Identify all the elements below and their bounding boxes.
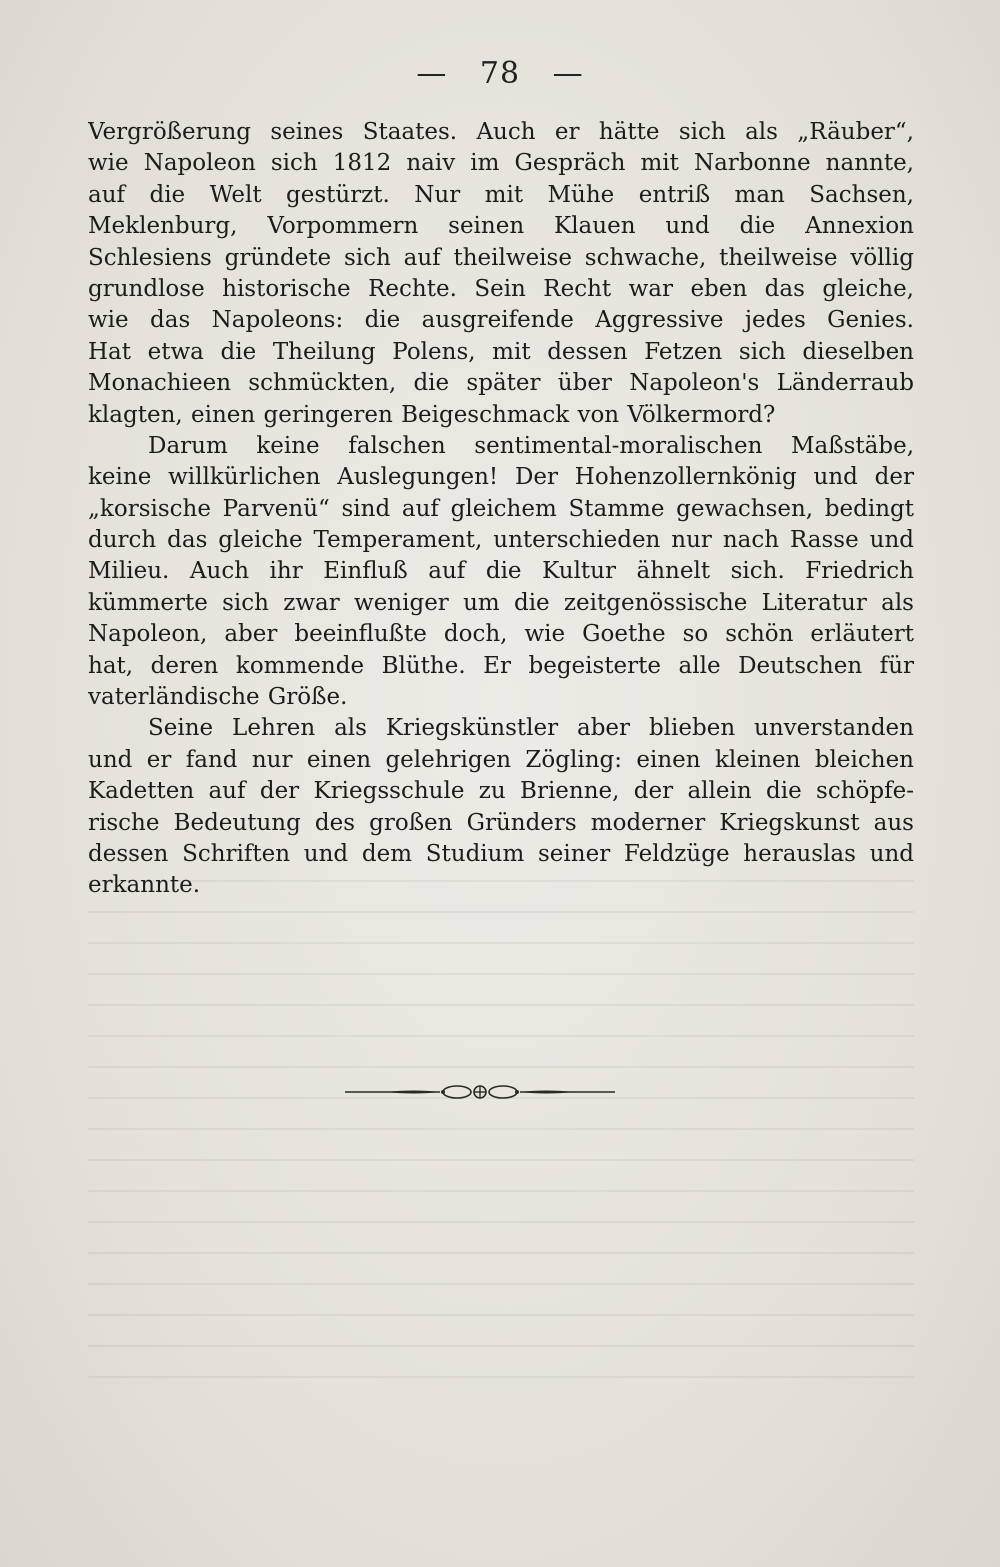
- text-line: wie das Napoleons: die ausgreifende Aggressive jedes Genies.: [88, 307, 914, 334]
- page-number-dash-right: —: [552, 56, 584, 91]
- text-line: Seine Lehren als Kriegskünstler aber blieben unverstanden: [148, 715, 914, 742]
- text-line: rische Bedeutung des großen Gründers moderner Kriegskunst aus: [88, 809, 914, 836]
- text-line: Kadetten auf der Kriegsschule zu Brienne, der allein die schöpfe-: [88, 778, 914, 805]
- text-line: Schlesiens gründete sich auf theilweise schwache, theilweise völlig: [88, 244, 914, 271]
- text-line: vaterländische Größe.: [88, 684, 348, 711]
- text-line: dessen Schriften und dem Studium seiner Feldzüge herauslas und: [88, 840, 914, 867]
- page-number-dash-left: —: [416, 56, 448, 91]
- text-line: Meklenburg, Vorpommern seinen Klauen und die Annexion: [88, 213, 914, 240]
- decorative-rule-ornament-icon: [345, 1080, 615, 1104]
- text-line: Napoleon, aber beeinflußte doch, wie Goethe so schön erläutert: [88, 621, 914, 648]
- text-line: auf die Welt gestürzt. Nur mit Mühe entriß man Sachsen,: [88, 181, 914, 208]
- text-line: und er fand nur einen gelehrigen Zögling: einen kleinen bleichen: [88, 746, 914, 773]
- text-line: grundlose historische Rechte. Sein Recht war eben das gleiche,: [88, 275, 914, 302]
- page-number: [0, 56, 1000, 91]
- page-number-value: 78: [479, 56, 521, 91]
- text-line: durch das gleiche Temperament, unterschieden nur nach Rasse und: [88, 527, 914, 554]
- text-line: kümmerte sich zwar weniger um die zeitgenössische Literatur als: [88, 589, 914, 616]
- text-line: klagten, einen geringeren Beigeschmack von Völkermord?: [88, 401, 776, 428]
- text-line: Hat etwa die Theilung Polens, mit dessen Fetzen sich dieselben: [88, 338, 914, 365]
- text-line: keine willkürlichen Auslegungen! Der Hohenzollernkönig und der: [88, 464, 914, 491]
- text-line: hat, deren kommende Blüthe. Er begeisterte alle Deutschen für: [88, 652, 914, 679]
- text-line: wie Napoleon sich 1812 naiv im Gespräch mit Narbonne nannte,: [88, 150, 914, 177]
- text-line: Vergrößerung seines Staates. Auch er hätte sich als „Räuber“,: [88, 119, 914, 145]
- text-line: Darum keine falschen sentimental-moralischen Maßstäbe,: [148, 432, 914, 459]
- text-line: Milieu. Auch ihr Einfluß auf die Kultur ähnelt sich. Friedrich: [88, 558, 914, 585]
- text-line: „korsische Parvenü“ sind auf gleichem Stamme gewachsen, bedingt: [88, 495, 914, 522]
- body-text: [88, 117, 914, 902]
- text-line: Monachieen schmückten, die später über Napoleon's Länderraub: [88, 370, 914, 397]
- text-line: erkannte.: [88, 872, 201, 899]
- show-through-texture: [88, 880, 914, 1400]
